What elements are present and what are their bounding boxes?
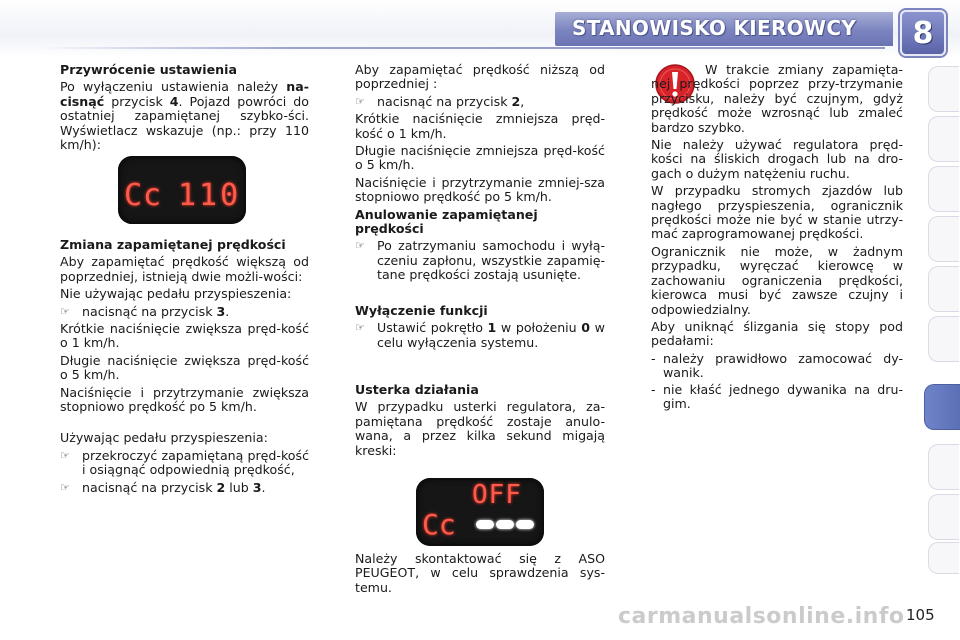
paragraph-lower: Aby zapamiętać prędkość niższą od poprzedniej : — [355, 62, 605, 92]
speed-display-110 — [118, 156, 246, 224]
paragraph-slopes: W przypadku stromych zjazdów lub nagłego przyspieszenia, ogranicznik prędkości może nie być w stanie utrzy-mać zaprogramowanej prędkości. — [651, 183, 903, 242]
column-right — [651, 63, 903, 413]
fault-display — [416, 478, 544, 546]
paragraph-hold-press: Naciśnięcie i przytrzymanie zwiększa stopniowo prędkość po 5 km/h. — [60, 384, 309, 415]
heading-change: Zmiana zapamiętanej prędkości — [60, 237, 286, 252]
paragraph-fault: W przypadku usterki regulatora, za-pamiętana prędkość zostaje anulo-wana, a przez kilka sekund migają kreski: — [355, 399, 605, 458]
display-blinking-dashes — [476, 520, 534, 529]
list-item: ☞ nacisnąć na przycisk 3. — [60, 303, 230, 319]
chapter-tab-6[interactable] — [928, 316, 959, 362]
hand-pointing-icon: ☞ — [355, 321, 365, 335]
paragraph-long-press: Długie naciśnięcie zmniejsza pręd-kość o 5 km/h. — [355, 143, 605, 173]
hand-pointing-icon: ☞ — [355, 239, 365, 253]
list-item: ☞ nacisnąć na przycisk 2, — [355, 93, 525, 109]
display-cc-label: Cc — [124, 178, 163, 213]
column-middle-fault — [355, 383, 605, 461]
hand-pointing-icon: ☞ — [355, 94, 365, 108]
page-title: STANOWISKO KIEROWCY — [572, 16, 857, 40]
hand-pointing-icon: ☞ — [60, 480, 70, 494]
heading-cancel: Anulowanie zapamiętanej prędkości — [355, 206, 538, 237]
hand-pointing-icon: ☞ — [60, 448, 70, 462]
column-middle — [355, 63, 605, 286]
chapter-tab-4[interactable] — [928, 216, 959, 262]
chapter-tab-2[interactable] — [928, 116, 959, 162]
column-left — [60, 63, 309, 155]
list-item: ☞ Ustawić pokrętło 1 w położeniu 0 w celu wyłączenia systemu. — [355, 320, 605, 350]
paragraph-slippery: Nie należy używać regulatora pręd-kości na śliskich drogach lub na dro-gach o dużym natężeniu ruchu. — [651, 137, 903, 181]
paragraph-no-pedal: Nie używając pedału przyspieszenia: — [60, 286, 292, 302]
chapter-tab-10[interactable] — [928, 494, 959, 540]
display-speed-value: 110 — [178, 178, 242, 213]
list-item: ☞ Po zatrzymaniu samochodu i wyłą-czeniu zapłonu, wszystkie zapamię-tane prędkości zostają usunięte. — [355, 238, 605, 283]
display-off-label: OFF — [472, 480, 522, 510]
chapter-tab-9[interactable] — [928, 444, 959, 490]
column-middle-contact — [355, 552, 605, 598]
watermark: carmanualsonline.info — [618, 604, 905, 629]
paragraph-hold-press: Naciśnięcie i przytrzymanie zmniej-sza stopniowo prędkość po 5 km/h. — [355, 174, 605, 205]
paragraph-limiter: Ogranicznik nie może, w żadnym przypadku, wyręczać kierowcę w zachowaniu ograniczenia prędkości, kierowca musi być zawsze czujny i odpowiedzialny. — [651, 243, 903, 317]
heading-function-off: Wyłączenie funkcji — [355, 303, 488, 318]
chapter-tab-11[interactable] — [928, 542, 959, 574]
hand-pointing-icon: ☞ — [60, 304, 70, 318]
header-rule — [40, 47, 885, 49]
list-item: - nie kłaść jednego dywanika na dru-gim. — [651, 381, 903, 411]
paragraph-warning: W trakcie zmiany zapamięta-nej prędkości poprzez przy-trzymanie przycisku, należy być czujnym, gdyż prędkość może wzrosnąć lub zmaleć bardzo szybko. — [651, 62, 903, 135]
paragraph-long-press: Długie naciśnięcie zwiększa pręd-kość o 5 km/h. — [60, 352, 309, 383]
chapter-badge — [900, 10, 946, 56]
display-cc-label: Cc — [422, 508, 456, 541]
paragraph-change: Aby zapamiętać prędkość większą od poprzedniej, istnieją dwie możli-wości: — [60, 254, 309, 284]
chapter-tab-5[interactable] — [928, 266, 959, 312]
list-item: - należy prawidłowo zamocować dy-wanik. — [651, 350, 903, 381]
paragraph-mats: Aby uniknąć ślizgania się stopy pod pedałami: — [651, 318, 903, 349]
paragraph-with-pedal: Używając pedału przyspieszenia: — [60, 430, 268, 446]
chapter-tab-1[interactable] — [928, 66, 959, 112]
column-left-lower — [60, 238, 309, 498]
paragraph-restore: Po wyłączeniu ustawienia należy na-cisnąć przycisk 4. Pojazd powróci do ostatniej zapamiętanej szybko-ści. Wyświetlacz wskazuje (np.: przy 110 km/h): — [60, 79, 309, 153]
list-item: ☞ przekroczyć zapamiętaną pręd-kość i osiągnąć odpowiednią prędkość, — [60, 447, 309, 478]
page-number: 105 — [906, 606, 935, 624]
chapter-tab-active[interactable] — [924, 384, 960, 430]
heading-restore: Przywrócenie ustawienia — [60, 62, 237, 77]
paragraph-short-press: Krótkie naciśnięcie zmniejsza pręd-kość o 1 km/h. — [355, 111, 605, 141]
chapter-number: 8 — [912, 15, 934, 51]
column-middle-off — [355, 304, 605, 353]
chapter-tab-3[interactable] — [928, 166, 959, 212]
list-item: ☞ nacisnąć na przycisk 2 lub 3. — [60, 479, 266, 495]
chapter-tabs — [928, 66, 960, 576]
heading-fault: Usterka działania — [355, 382, 479, 397]
paragraph-contact: Należy skontaktować się z ASO PEUGEOT, w celu sprawdzenia sys-temu. — [355, 551, 605, 595]
paragraph-short-press: Krótkie naciśnięcie zwiększa pręd-kość o 1 km/h. — [60, 321, 309, 351]
